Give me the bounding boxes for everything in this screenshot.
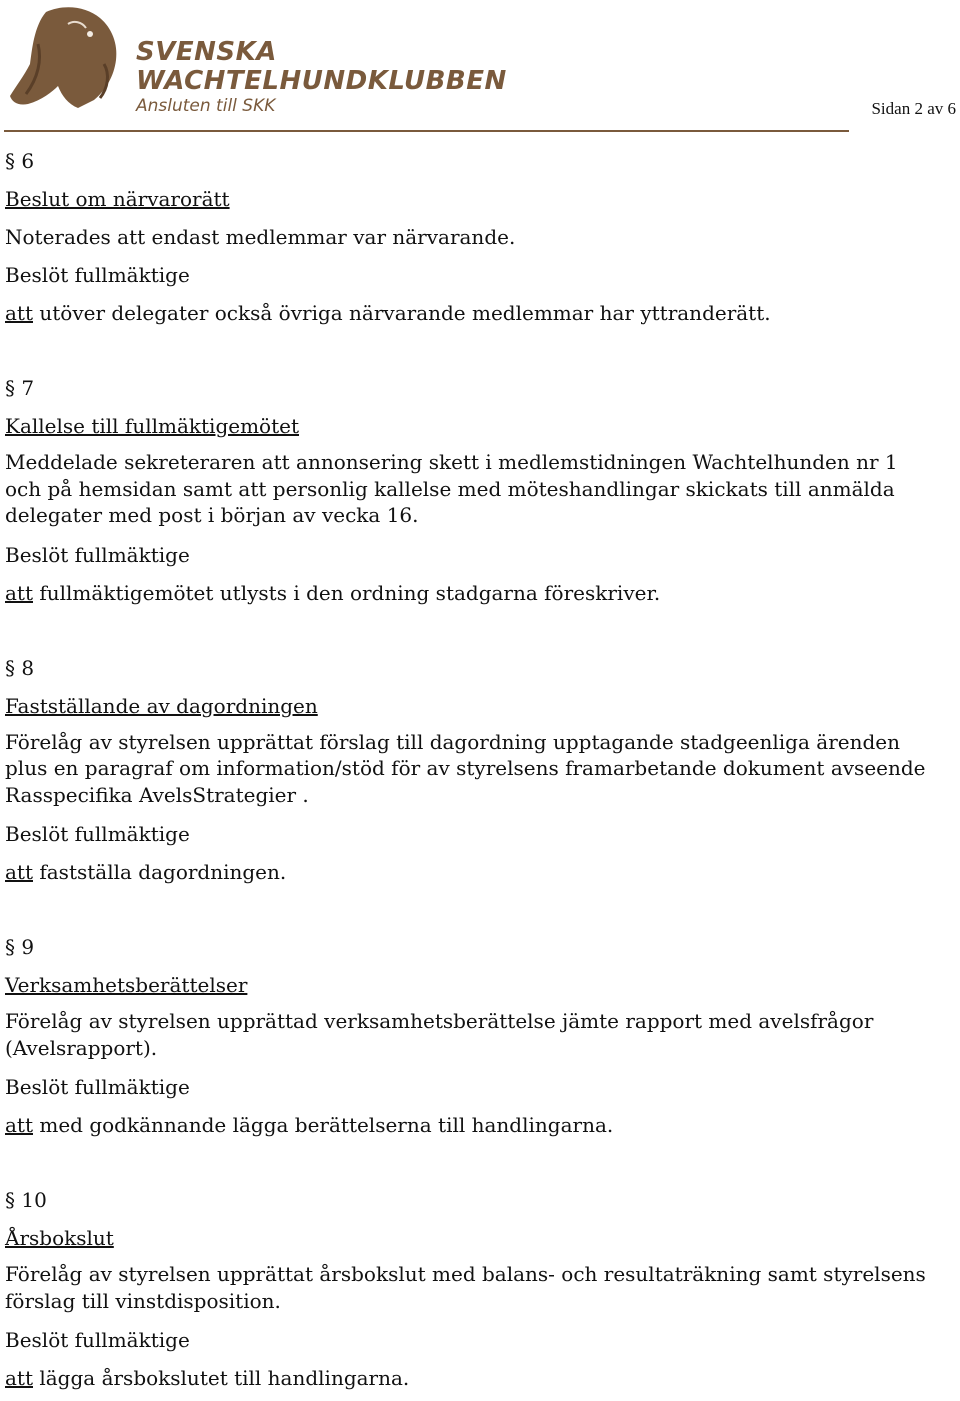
logo-line-1: SVENSKA bbox=[136, 37, 277, 67]
section-body: Meddelade sekreteraren att annonsering skett i medlemstidningen Wachtelhunden nr 1 och på hemsidan samt att personlig kallelse med möteshandlingar skickats till anmälda delegater med post i början av vecka 16. bbox=[5, 450, 898, 527]
resolution-text: lägga årsbokslutet till handlingarna. bbox=[33, 1366, 410, 1390]
section-title: Verksamhetsberättelser bbox=[5, 973, 248, 997]
section-resolution bbox=[5, 1363, 935, 1401]
section-number: § 7 bbox=[5, 376, 35, 400]
section-resolution bbox=[5, 298, 935, 336]
logo-line-2: WACHTELHUNDKLUBBEN bbox=[136, 66, 507, 96]
section-body: Förelåg av styrelsen upprättat förslag till dagordning upptagande stadgeenliga ärenden plus en paragraf om information/stöd för av styrelsens framarbetande dokument avseende Rasspecifika AvelsStrategier . bbox=[5, 729, 926, 807]
club-logo bbox=[8, 4, 507, 116]
section-title: Beslut om närvarorätt bbox=[5, 187, 230, 211]
section-gap bbox=[5, 895, 935, 932]
resolution-text: utöver delegater också övriga närvarande medlemmar har yttranderätt. bbox=[33, 301, 771, 325]
section-9 bbox=[5, 932, 935, 1148]
section-body: Förelåg av styrelsen upprättat årsbokslut med balans- och resultaträkning samt styrelsens förslag till vinstdisposition. bbox=[5, 1262, 926, 1313]
minutes-content bbox=[5, 146, 935, 1401]
section-decided: Beslöt fullmäktige bbox=[5, 1075, 190, 1099]
resolution-text: med godkännande lägga berättelserna till handlingarna. bbox=[33, 1113, 614, 1137]
section-resolution bbox=[5, 1110, 935, 1148]
page-number: Sidan 2 av 6 bbox=[871, 99, 956, 118]
logo-text bbox=[136, 38, 507, 116]
section-gap bbox=[5, 616, 935, 653]
section-number: § 6 bbox=[5, 149, 35, 173]
resolution-att: att bbox=[5, 1366, 33, 1390]
section-title: Kallelse till fullmäktigemötet bbox=[5, 414, 300, 438]
section-decided: Beslöt fullmäktige bbox=[5, 263, 190, 287]
section-number: § 10 bbox=[5, 1188, 47, 1212]
section-number: § 8 bbox=[5, 655, 35, 680]
resolution-text: fullmäktigemötet utlysts i den ordning stadgarna föreskriver. bbox=[33, 580, 661, 605]
section-8 bbox=[5, 653, 935, 896]
resolution-att: att bbox=[5, 860, 33, 884]
resolution-att: att bbox=[5, 1113, 33, 1137]
section-resolution bbox=[5, 857, 935, 895]
section-resolution bbox=[5, 578, 935, 616]
section-title: Årsbokslut bbox=[5, 1226, 114, 1250]
section-10 bbox=[5, 1185, 935, 1401]
section-gap bbox=[5, 336, 935, 373]
section-body: Noterades att endast medlemmar var närvarande. bbox=[5, 225, 516, 249]
section-decided: Beslöt fullmäktige bbox=[5, 822, 190, 846]
section-6 bbox=[5, 146, 935, 336]
section-number: § 9 bbox=[5, 935, 35, 959]
logo-line-3: Ansluten till SKK bbox=[136, 96, 276, 116]
section-title: Fastställande av dagordningen bbox=[5, 693, 318, 718]
section-decided: Beslöt fullmäktige bbox=[5, 1328, 190, 1352]
section-decided: Beslöt fullmäktige bbox=[5, 542, 190, 567]
section-gap bbox=[5, 1148, 935, 1185]
section-7 bbox=[5, 373, 935, 616]
resolution-text: fastställa dagordningen. bbox=[33, 860, 287, 884]
page-header bbox=[0, 0, 960, 140]
section-body: Förelåg av styrelsen upprättad verksamhetsberättelse jämte rapport med avelsfrågor (Avelsrapport). bbox=[5, 1009, 874, 1060]
resolution-att: att bbox=[5, 301, 33, 325]
header-divider bbox=[4, 130, 849, 132]
dog-head-icon bbox=[8, 4, 136, 112]
resolution-att: att bbox=[5, 580, 33, 605]
